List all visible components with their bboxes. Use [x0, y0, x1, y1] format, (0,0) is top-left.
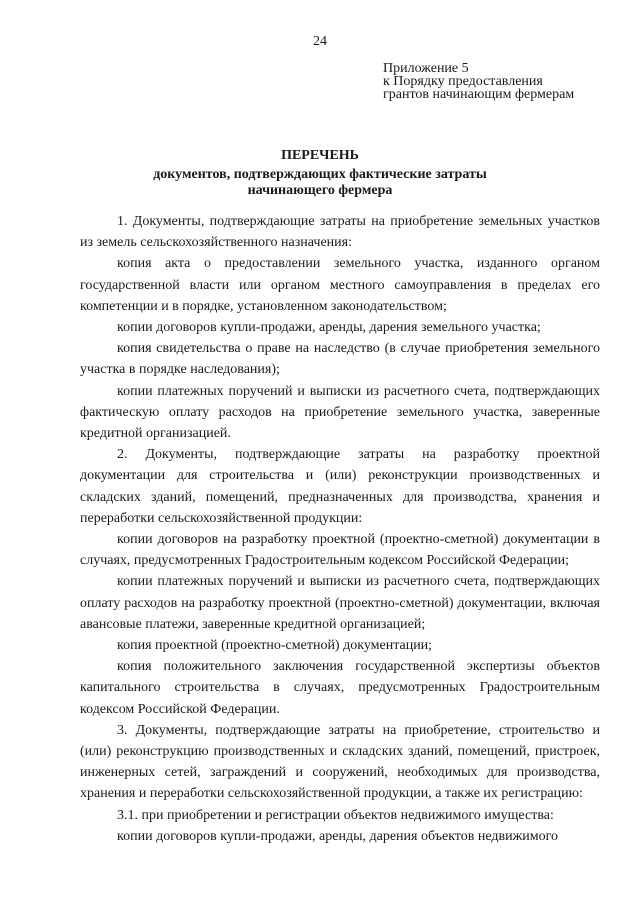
document-subtitle	[0, 167, 640, 199]
paragraph: 3.1. при приобретении и регистрации объектов недвижимого имущества:	[117, 807, 554, 823]
appendix-reference	[383, 62, 574, 101]
appendix-line: грантов начинающим фермерам	[383, 87, 575, 102]
paragraph: 3. Документы, подтверждающие затраты на приобретение, строительство и (или) реконструкцию производственных и складских зданий, помещений, пристроек, инженерных сетей, заграждений и сооружений, необходимых для производства, хранения и переработки сельскохозяйственной продукции, а также их регистрацию:	[80, 722, 600, 802]
paragraph: копии договоров купли-продажи, аренды, дарения земельного участка;	[117, 320, 541, 336]
document-title: ПЕРЕЧЕНЬ	[281, 148, 359, 163]
paragraph: копия положительного заключения государственной экспертизы объектов капитального строительства в случаях, предусмотренных Градостроительным кодексом Российской Федерации.	[80, 659, 600, 717]
appendix-line: к Порядку предоставления	[383, 74, 543, 89]
paragraph: копии договоров на разработку проектной (проектно-сметной) документации в случаях, предусмотренных Градостроительным кодексом Российской Федерации;	[80, 532, 600, 569]
paragraph: копии договоров купли-продажи, аренды, дарения объектов недвижимого	[117, 828, 559, 844]
subtitle-line: документов, подтверждающих фактические затраты	[153, 167, 487, 182]
page-number: 24	[313, 34, 327, 49]
paragraph: копия свидетельства о праве на наследство (в случае приобретения земельного участка в порядке наследования);	[80, 341, 600, 378]
paragraph: 1. Документы, подтверждающие затраты на приобретение земельных участков из земель сельскохозяйственного назначения:	[80, 214, 600, 251]
subtitle-line: начинающего фермера	[247, 183, 393, 198]
paragraph: копия проектной (проектно-сметной) документации;	[117, 638, 433, 654]
paragraph: копия акта о предоставлении земельного участка, изданного органом государственной власти или органом местного самоуправления в пределах его компетенции и в порядке, установленном законодательством;	[80, 256, 600, 314]
paragraph: 2. Документы, подтверждающие затраты на разработку проектной документации для строительства и (или) реконструкции производственных и складских зданий, помещений, предназначенных для производства, хранения и переработки сельскохозяйственной продукции:	[80, 447, 600, 526]
document-body	[80, 211, 600, 847]
paragraph: копии платежных поручений и выписки из расчетного счета, подтверждающих фактическую оплату расходов на приобретение земельного участка, заверенные кредитной организацией.	[80, 383, 600, 442]
appendix-line: Приложение 5	[383, 61, 469, 76]
paragraph: копии платежных поручений и выписки из расчетного счета, подтверждающих оплату расходов на разработку проектной (проектно-сметной) документации, включая авансовые платежи, заверенные кредитной организацией;	[80, 574, 600, 632]
